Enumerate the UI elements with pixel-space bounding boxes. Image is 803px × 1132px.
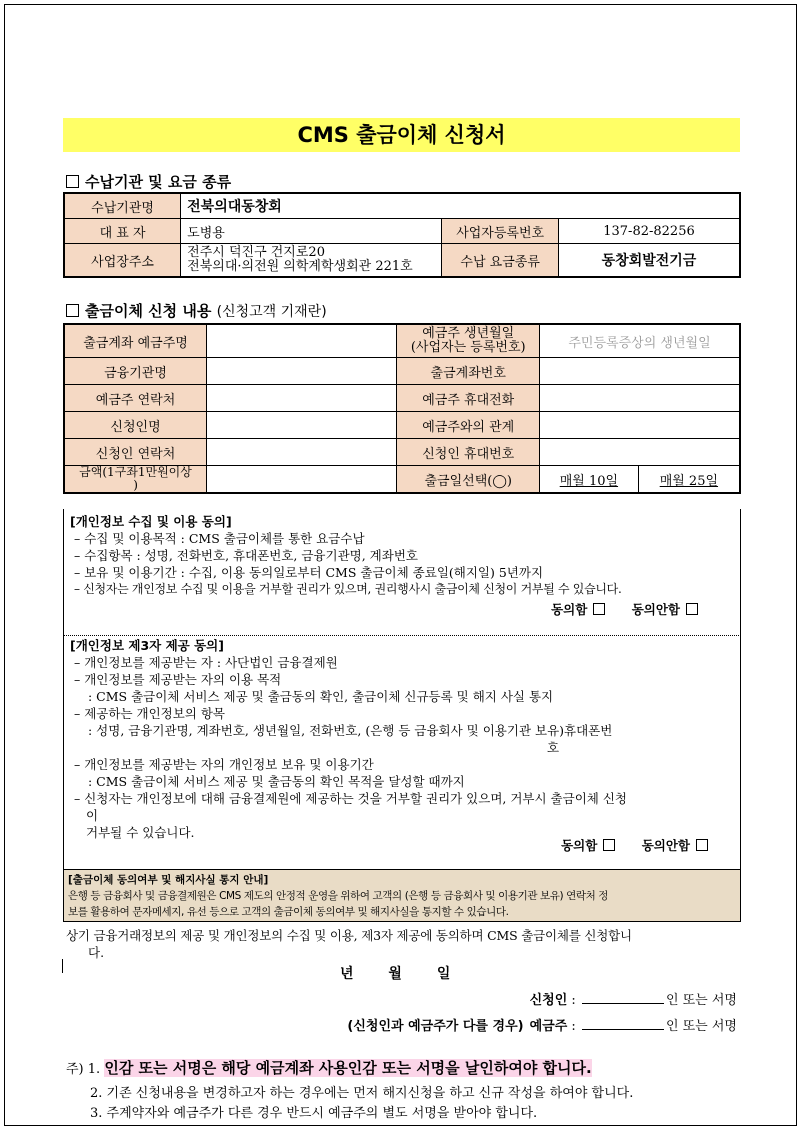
notice-line1: 은행 등 금융회사 및 금융결제원은 CMS 제도의 안정적 운영을 위하여 고객의 (은행 등 금융회사 및 이용기관 보유) 연락처 정 [68,890,609,902]
privacy2-line: 호 [546,740,560,755]
bank-label: 금융기관명 [64,358,207,385]
privacy1-agree-label: 동의함 [551,602,588,617]
note1-text: 인감 또는 서명은 해당 예금계좌 사용인감 또는 서명을 날인하여야 합니다. [104,1059,592,1077]
org-label: 수납기관명 [64,193,181,219]
section1-heading [66,171,231,192]
date-day: 일 [436,966,451,982]
addr-value [181,244,442,278]
consent-text-line2: 다. [88,945,105,960]
section2-heading-sub: (신청고객 기재란) [216,304,327,320]
privacy2-disagree-label: 동의안함 [641,838,690,853]
applicant-mobile-input[interactable] [540,439,740,466]
privacy2-line: – 제공하는 개인정보의 항목 [74,706,225,721]
rep-value: 도병용 [181,219,442,244]
privacy2-line: – 신청자는 개인정보에 대해 금융결제원에 제공하는 것을 거부할 권리가 있으며, 거부시 출금이체 신청 [74,791,627,806]
addr-line2: 전북의대·의전원 의학계학생회관 221호 [187,259,413,274]
holder-signature-suffix: 인 또는 서명 [665,1019,737,1034]
applicant-mobile-label: 신청인 휴대번호 [397,439,540,466]
privacy-collection-panel [63,509,741,636]
privacy1-heading: [개인정보 수집 및 이용 동의] [70,514,232,529]
application-table [63,323,741,494]
applicant-contact-input[interactable] [207,439,397,466]
holder-contact-label: 예금주 연락처 [64,385,207,412]
applicant-signature-line[interactable] [582,1003,664,1004]
addr-label: 사업장주소 [64,244,181,278]
privacy2-agree-label: 동의함 [561,838,598,853]
applicant-signature-suffix: 인 또는 서명 [665,993,737,1008]
privacy1-agree-checkbox[interactable] [593,603,605,615]
privacy1-line: – 보유 및 이용기간 : 수집, 이용 동의일로부터 CMS 출금이체 종료일(해지일) 5년까지 [74,565,544,580]
holder-contact-input[interactable] [207,385,397,412]
org-info-table [63,192,741,278]
privacy1-line: – 수집 및 이용목적 : CMS 출금이체를 통한 요금수납 [74,531,365,546]
org-value: 전북의대동창회 [181,193,740,219]
account-holder-input[interactable] [207,324,397,358]
form-title: CMS 출금이체 신청서 [63,118,740,152]
date-month: 월 [388,966,402,982]
day-option-25[interactable]: 매월 25일 [638,466,740,494]
holder-signature-label: 예금주 [529,1019,568,1034]
withdraw-day-label: 출금일선택(◯) [397,466,540,494]
birth-input[interactable]: 주민등록증상의 생년월일 [540,324,740,358]
privacy2-disagree-checkbox[interactable] [696,839,708,851]
section1-checkbox-icon [66,175,79,188]
relation-input[interactable] [540,412,740,439]
note1-row [66,1057,592,1078]
section2-checkbox-icon [66,304,79,317]
holder-signature-row: (신청인과 예금주가 다를 경우) 예금주 : 인 또는 서명 [347,1019,737,1034]
notes-prefix: 주) [66,1062,84,1077]
bizno-label: 사업자등록번호 [442,219,559,244]
amount-label-line2: ) [133,478,138,492]
privacy2-line: : CMS 출금이체 서비스 제공 및 출금동의 확인, 출금이체 신규등록 및 해지 사실 통지 [88,689,554,704]
rep-label: 대 표 자 [64,219,181,244]
applicant-input[interactable] [207,412,397,439]
note1-number: 1. [87,1062,101,1077]
privacy2-heading: [개인정보 제3자 제공 동의] [70,638,224,653]
privacy1-line: – 신청자는 개인정보 수집 및 이용을 거부할 권리가 있으며, 권리행사시 출금이체 신청이 거부될 수 있습니다. [74,582,622,596]
notice-line2: 보를 활용하여 문자메세지, 유선 등으로 고객의 출금이체 동의여부 및 해지사실을 통지할 수 있습니다. [68,906,509,918]
note3-text: 3. 주계약자와 예금주가 다른 경우 반드시 예금주의 별도 서명을 받아야 합니다. [90,1106,538,1121]
birth-label-line2: (사업자는 등록번호) [410,340,526,355]
text-cursor [62,959,63,973]
day-option-10[interactable]: 매월 10일 [540,466,639,494]
account-holder-label: 출금계좌 예금주명 [64,324,207,358]
amount-label-line1: 금액(1구좌1만원이상 [79,465,192,479]
applicant-contact-label: 신청인 연락처 [64,439,207,466]
consent-text-line1: 상기 금융거래정보의 제공 및 개인정보의 수집 및 이용, 제3자 제공에 동의하며 CMS 출금이체를 신청합니 [66,928,632,943]
notification-notice [63,869,741,922]
birth-label-line1: 예금주 생년월일 [422,326,515,341]
privacy2-line: 거부될 수 있습니다. [86,825,195,840]
privacy-third-party-panel [63,636,741,869]
section2-heading-text: 출금이체 신청 내용 [85,302,212,320]
privacy2-agree-checkbox[interactable] [603,839,615,851]
addr-line1: 전주시 덕진구 건지로20 [187,245,325,260]
privacy1-agree-row [70,601,698,618]
privacy1-disagree-checkbox[interactable] [686,603,698,615]
fee-value: 동창회발전기금 [558,244,740,278]
section1-heading-text: 수납기관 및 요금 종류 [85,173,232,191]
privacy2-line: 이 [86,808,99,823]
holder-mobile-input[interactable] [540,385,740,412]
date-row [340,963,450,983]
privacy1-disagree-label: 동의안함 [631,602,680,617]
privacy2-line: : CMS 출금이체 서비스 제공 및 출금동의 확인 목적을 달성할 때까지 [88,774,465,789]
bizno-value: 137-82-82256 [558,219,740,244]
holder-signature-prefix: (신청인과 예금주가 다를 경우) [347,1019,524,1034]
note2-text: 2. 기존 신청내용을 변경하고자 하는 경우에는 먼저 해지신청을 하고 신규 작성을 하여야 합니다. [90,1086,634,1101]
privacy2-line: : 성명, 금융기관명, 계좌번호, 생년월일, 전화번호, (은행 등 금융회사 및 이용기관 보유)휴대폰번 [88,723,613,738]
fee-label: 수납 요금종류 [442,244,559,278]
applicant-signature-row: 신청인 : 인 또는 서명 [529,993,737,1008]
holder-signature-line[interactable] [582,1029,664,1030]
birth-label [397,324,540,358]
holder-mobile-label: 예금주 휴대전화 [397,385,540,412]
privacy2-line: – 개인정보를 제공받는 자의 개인정보 보유 및 이용기간 [74,757,374,772]
date-year: 년 [340,966,354,982]
section2-heading [66,300,327,321]
bank-input[interactable] [207,358,397,385]
account-no-input[interactable] [540,358,740,385]
account-no-label: 출금계좌번호 [397,358,540,385]
privacy2-line: – 개인정보를 제공받는 자의 이용 목적 [74,672,282,687]
applicant-signature-label: 신청인 [529,993,568,1008]
privacy1-line: – 수집항목 : 성명, 전화번호, 휴대폰번호, 금융기관명, 계좌번호 [74,548,418,563]
relation-label: 예금주와의 관계 [397,412,540,439]
amount-label [64,466,207,494]
privacy2-line: – 개인정보를 제공받는 자 : 사단법인 금융결제원 [74,655,338,670]
notice-heading: [출금이체 동의여부 및 해지사실 통지 안내] [68,874,269,886]
amount-input[interactable] [207,466,397,494]
applicant-label: 신청인명 [64,412,207,439]
